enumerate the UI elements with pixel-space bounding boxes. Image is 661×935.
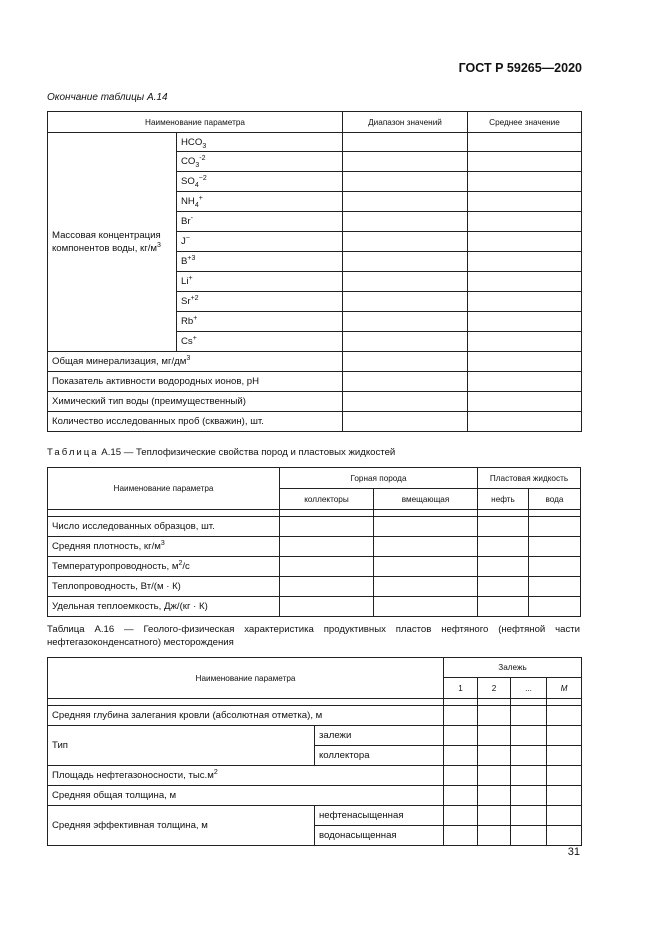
- type-collector: коллектора: [315, 746, 444, 766]
- value-cell: [478, 517, 529, 537]
- table-a16-caption: Таблица А.16 — Геолого-физическая характеристика продуктивных пластов нефтяного (нефтяной части нефтегазоконденсатного) месторождения: [47, 624, 580, 648]
- component-cell: Cs+: [177, 332, 343, 352]
- value-cell: [511, 726, 547, 746]
- value-cell: [343, 332, 468, 352]
- header-param: Наименование параметра: [48, 658, 444, 699]
- spacer-cell: [48, 510, 280, 517]
- component-cell: $NH_4^+$: [177, 192, 343, 212]
- value-cell: [478, 557, 529, 577]
- ph-row: Показатель активности водородных ионов, pH: [48, 372, 343, 392]
- value-cell: [468, 312, 582, 332]
- value-cell: [280, 577, 374, 597]
- header-deposit: Залежь: [444, 658, 582, 678]
- value-cell: [280, 557, 374, 577]
- value-cell: [280, 597, 374, 617]
- value-cell: [343, 172, 468, 192]
- value-cell: [468, 133, 582, 152]
- table-a15: [47, 467, 581, 617]
- value-cell: [374, 577, 478, 597]
- water-saturated: водонасыщенная: [315, 826, 444, 846]
- value-cell: [478, 806, 511, 826]
- spacer-cell: [478, 699, 511, 706]
- value-cell: [547, 746, 582, 766]
- value-cell: [468, 252, 582, 272]
- document-code: ГОСТ Р 59265—2020: [458, 61, 582, 75]
- value-cell: [478, 726, 511, 746]
- samples-count-row: Количество исследованных проб (скважин), шт.: [48, 412, 343, 432]
- value-cell: [468, 152, 582, 172]
- header-range: Диапазон значений: [343, 112, 468, 133]
- value-cell: [529, 577, 581, 597]
- value-cell: [478, 537, 529, 557]
- value-cell: [343, 192, 468, 212]
- water-type-row: Химический тип воды (преимущественный): [48, 392, 343, 412]
- value-cell: [547, 786, 582, 806]
- value-cell: [343, 312, 468, 332]
- value-cell: [478, 786, 511, 806]
- table-continuation-caption: Окончание таблицы А.14: [47, 92, 168, 103]
- value-cell: [468, 412, 582, 432]
- value-cell: [444, 746, 478, 766]
- component-cell: J−: [177, 232, 343, 252]
- value-cell: [529, 597, 581, 617]
- conductivity-row: Теплопроводность, Вт/(м · К): [48, 577, 280, 597]
- component-cell: $CO_3^{-2}$: [177, 152, 343, 172]
- value-cell: [444, 706, 478, 726]
- header-mean: Среднее значение: [468, 112, 582, 133]
- value-cell: [343, 252, 468, 272]
- total-thickness-row: Средняя общая толщина, м: [48, 786, 444, 806]
- header-fluid: Пластовая жидкость: [478, 468, 581, 489]
- component-cell: Br-: [177, 212, 343, 232]
- value-cell: [343, 392, 468, 412]
- samples-row: Число исследованных образцов, шт.: [48, 517, 280, 537]
- value-cell: [468, 192, 582, 212]
- spacer-cell: [547, 699, 582, 706]
- value-cell: [547, 726, 582, 746]
- header-col-2: 2: [478, 678, 511, 699]
- component-cell: Rb+: [177, 312, 343, 332]
- spacer-cell: [478, 510, 529, 517]
- value-cell: [374, 597, 478, 617]
- density-row: Средняя плотность, $кг/м^3$: [48, 537, 280, 557]
- value-cell: [529, 557, 581, 577]
- value-cell: [343, 412, 468, 432]
- value-cell: [478, 746, 511, 766]
- heat-capacity-row: Удельная теплоемкость, Дж/(кг · К): [48, 597, 280, 617]
- page-number: 31: [567, 846, 580, 858]
- value-cell: [343, 212, 468, 232]
- component-cell: $SO_4^{-2}$: [177, 172, 343, 192]
- value-cell: [468, 212, 582, 232]
- header-col-m: M: [547, 678, 582, 699]
- header-col-ellipsis: ...: [511, 678, 547, 699]
- diffusivity-row: Температуропроводность, $м^2/с$: [48, 557, 280, 577]
- value-cell: [343, 292, 468, 312]
- value-cell: [547, 806, 582, 826]
- table-a16: [47, 657, 582, 846]
- value-cell: [444, 826, 478, 846]
- value-cell: [468, 352, 582, 372]
- value-cell: [478, 597, 529, 617]
- header-param: Наименование параметра: [48, 112, 343, 133]
- value-cell: [468, 332, 582, 352]
- component-cell: $Sr^{+2}$: [177, 292, 343, 312]
- value-cell: [343, 272, 468, 292]
- header-water: вода: [529, 489, 581, 510]
- spacer-cell: [511, 699, 547, 706]
- value-cell: [468, 172, 582, 192]
- header-param: Наименование параметра: [48, 468, 280, 510]
- value-cell: [478, 706, 511, 726]
- value-cell: [468, 372, 582, 392]
- value-cell: [511, 766, 547, 786]
- value-cell: [511, 746, 547, 766]
- value-cell: [343, 232, 468, 252]
- value-cell: [511, 806, 547, 826]
- value-cell: [444, 726, 478, 746]
- value-cell: [511, 786, 547, 806]
- value-cell: [280, 537, 374, 557]
- value-cell: [547, 766, 582, 786]
- header-rock: Горная порода: [280, 468, 478, 489]
- header-host: вмещающая: [374, 489, 478, 510]
- mineralization-row: Общая минерализация, $мг/дм^3$: [48, 352, 343, 372]
- value-cell: [468, 272, 582, 292]
- value-cell: [547, 706, 582, 726]
- value-cell: [547, 826, 582, 846]
- value-cell: [374, 537, 478, 557]
- header-oil: нефть: [478, 489, 529, 510]
- value-cell: [468, 292, 582, 312]
- component-cell: Li+: [177, 272, 343, 292]
- value-cell: [529, 537, 581, 557]
- oil-saturated: нефтенасыщенная: [315, 806, 444, 826]
- header-collectors: коллекторы: [280, 489, 374, 510]
- value-cell: [374, 517, 478, 537]
- value-cell: [343, 352, 468, 372]
- value-cell: [374, 557, 478, 577]
- value-cell: [444, 786, 478, 806]
- value-cell: [478, 577, 529, 597]
- value-cell: [444, 806, 478, 826]
- header-col-1: 1: [444, 678, 478, 699]
- value-cell: [511, 706, 547, 726]
- type-deposit: залежи: [315, 726, 444, 746]
- component-cell: $B^{+3}$: [177, 252, 343, 272]
- group-label: Массовая концентрация компонентов воды, $кг/м^3$: [48, 133, 177, 352]
- value-cell: [468, 392, 582, 412]
- value-cell: [343, 372, 468, 392]
- value-cell: [343, 133, 468, 152]
- area-row: Площадь нефтегазоносности, $тыс.м^2$: [48, 766, 444, 786]
- value-cell: [511, 826, 547, 846]
- value-cell: [478, 766, 511, 786]
- spacer-cell: [529, 510, 581, 517]
- component-cell: $HCO_3$: [177, 133, 343, 152]
- depth-row: Средняя глубина залегания кровли (абсолютная отметка), м: [48, 706, 444, 726]
- spacer-cell: [280, 510, 374, 517]
- spacer-cell: [444, 699, 478, 706]
- value-cell: [468, 232, 582, 252]
- value-cell: [444, 766, 478, 786]
- spacer-cell: [374, 510, 478, 517]
- value-cell: [280, 517, 374, 537]
- table-a15-caption: Таблица А.15 — Теплофизические свойства пород и пластовых жидкостей: [47, 447, 396, 458]
- type-row: Тип: [48, 726, 315, 766]
- value-cell: [478, 826, 511, 846]
- value-cell: [343, 152, 468, 172]
- effective-thickness-row: Средняя эффективная толщина, м: [48, 806, 315, 846]
- table-a14: [47, 111, 582, 432]
- spacer-cell: [48, 699, 444, 706]
- value-cell: [529, 517, 581, 537]
